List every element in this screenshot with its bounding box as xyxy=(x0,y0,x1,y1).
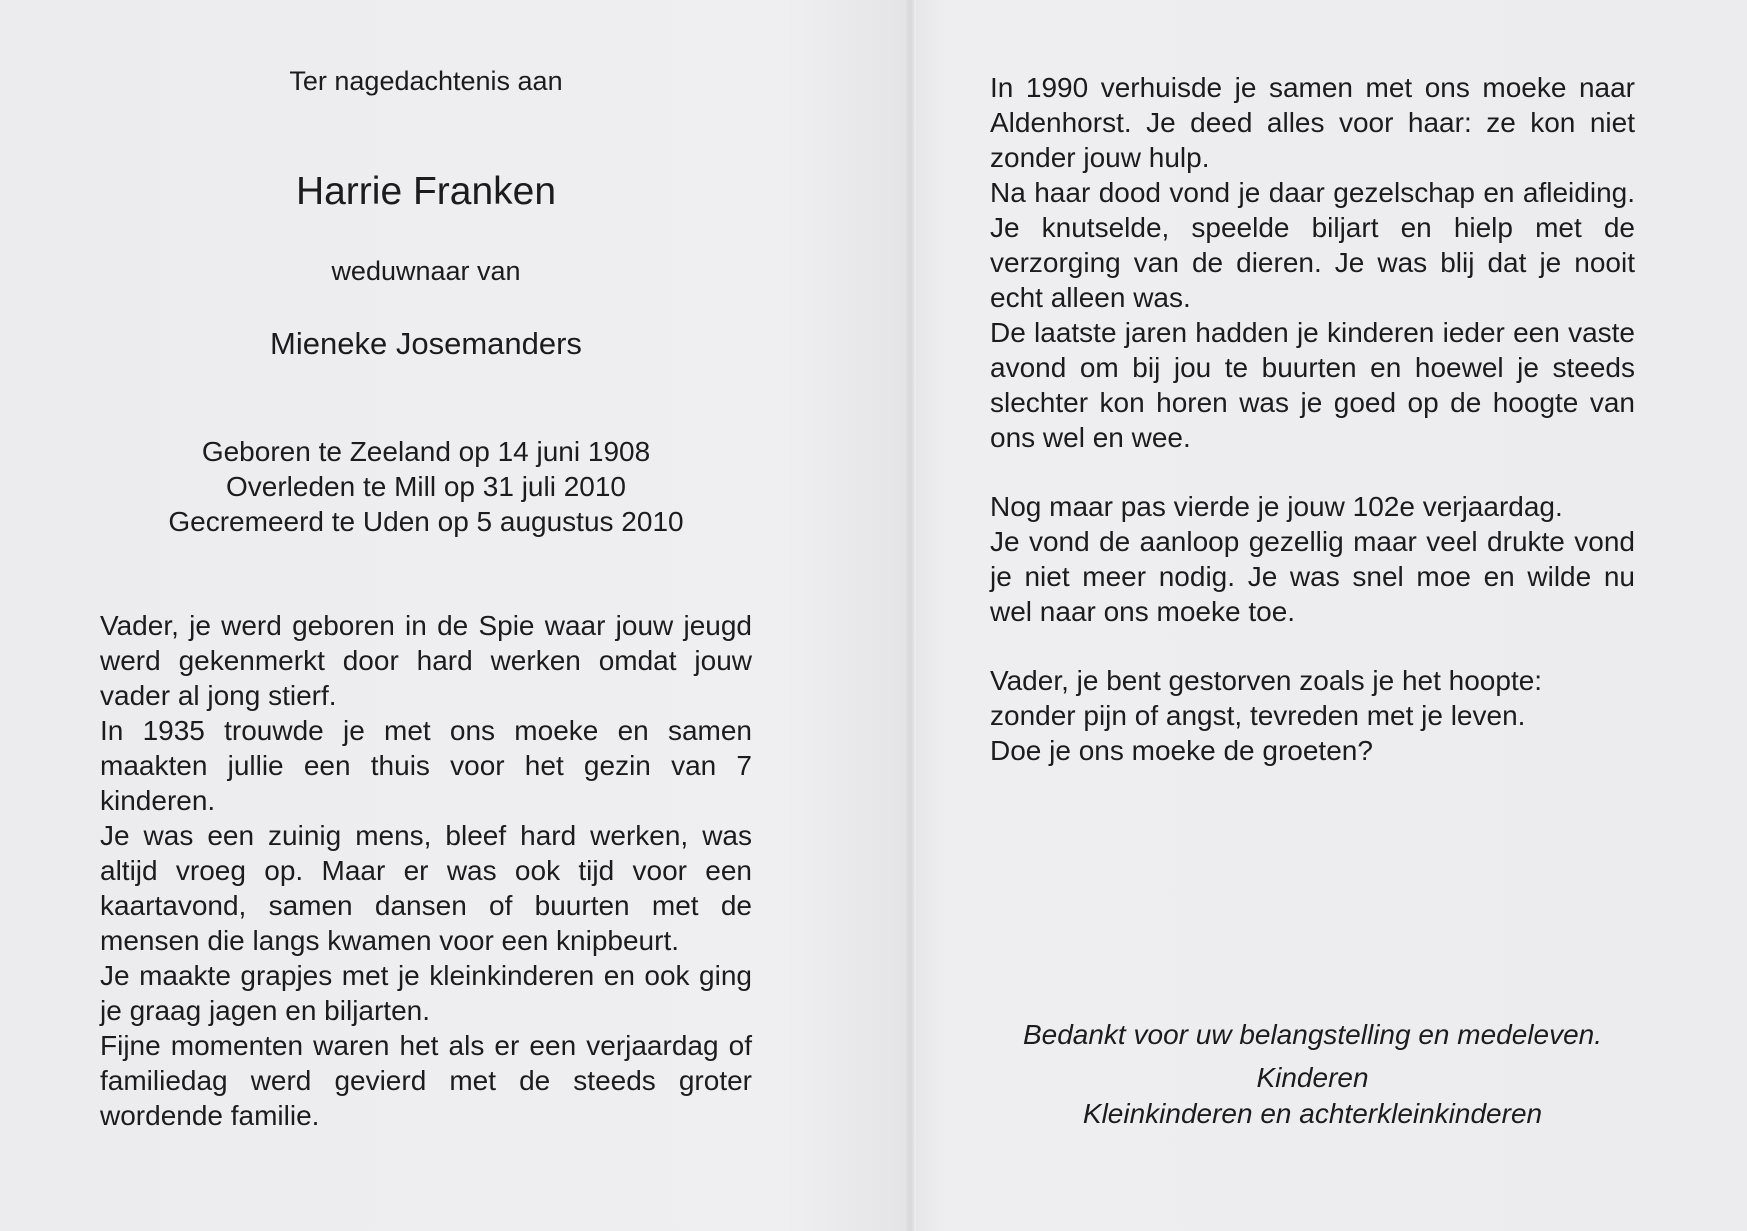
later-life-paragraph: Na haar dood vond je daar gezelschap en afleiding. Je knutselde, speelde biljart en hielp met de verzorging van de dieren. Je was blij dat je nooit echt alleen was. xyxy=(990,177,1635,313)
later-life-text xyxy=(990,70,1635,455)
birthday-paragraph: Je vond de aanloop gezellig maar veel drukte vond je niet meer nodig. Je was snel moe en wilde nu wel naar ons moeke toe. xyxy=(990,526,1635,627)
signatures xyxy=(990,1060,1635,1132)
spouse-name: Mieneke Josemanders xyxy=(270,326,582,361)
biography-paragraph: Vader, je werd geboren in de Spie waar jouw jeugd werd gekenmerkt door hard werken omdat jouw vader al jong stierf. xyxy=(100,610,752,711)
biography-text xyxy=(100,608,752,1133)
farewell-line: Doe je ons moeke de groeten? xyxy=(990,735,1373,766)
life-dates xyxy=(100,434,752,539)
farewell-line: Vader, je bent gestorven zoals je het hoopte: xyxy=(990,665,1543,696)
biography-paragraph: Je was een zuinig mens, bleef hard werken, was altijd vroeg op. Maar er was ook tijd voor een kaartavond, samen dansen of buurten met de mensen die langs kwamen voor een knipbeurt. xyxy=(100,820,752,956)
death-date-line: Overleden te Mill op 31 juli 2010 xyxy=(225,471,626,502)
biography-paragraph: In 1935 trouwde je met ons moeke en samen maakten jullie een thuis voor het gezin van 7 kinderen. xyxy=(100,715,752,816)
card-fold xyxy=(906,0,916,1231)
deceased-name: Harrie Franken xyxy=(295,170,557,213)
biography-paragraph: Je maakte grapjes met je kleinkinderen en ook ging je graag jagen en biljarten. xyxy=(100,960,752,1026)
birthday-text xyxy=(990,489,1635,629)
biography-paragraph: Fijne momenten waren het als er een verjaardag of familiedag werd gevierd met de steeds groter wordende familie. xyxy=(100,1030,752,1131)
birthday-paragraph: Nog maar pas vierde je jouw 102e verjaardag. xyxy=(990,491,1563,522)
signature-grandchildren: Kleinkinderen en achterkleinkinderen xyxy=(1082,1098,1543,1129)
intro-text: Ter nagedachtenis aan xyxy=(289,66,563,96)
farewell-text xyxy=(990,663,1635,768)
birth-date-line: Geboren te Zeeland op 14 juni 1908 xyxy=(201,436,651,467)
widow-label: weduwnaar van xyxy=(331,256,521,286)
thanks-text: Bedankt voor uw belangstelling en medeleven. xyxy=(1022,1019,1603,1050)
farewell-line: zonder pijn of angst, tevreden met je leven. xyxy=(990,700,1526,731)
cremation-date-line: Gecremeerd te Uden op 5 augustus 2010 xyxy=(168,506,684,537)
later-life-paragraph: In 1990 verhuisde je samen met ons moeke naar Aldenhorst. Je deed alles voor haar: ze kon niet zonder jouw hulp. xyxy=(990,72,1635,173)
signature-children: Kinderen xyxy=(1256,1062,1369,1093)
later-life-paragraph: De laatste jaren hadden je kinderen ieder een vaste avond om bij jou te buurten en hoewel je steeds slechter kon horen was je goed op de hoogte van ons wel en wee. xyxy=(990,317,1635,453)
